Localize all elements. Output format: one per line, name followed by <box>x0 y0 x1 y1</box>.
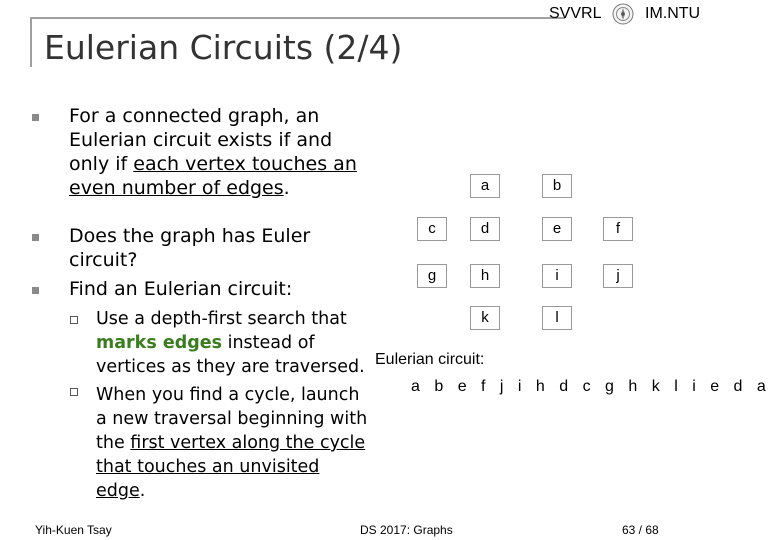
subbullet-1-line-2-post: instead of <box>222 333 315 353</box>
graph-node-e: e <box>542 217 572 241</box>
graph-node-d: d <box>470 217 500 241</box>
lab-name: SVVRL <box>549 5 602 22</box>
bullet-2 <box>69 224 310 272</box>
subbullet-1-line-2 <box>96 331 365 355</box>
bullet-1-line-3-pre: only if <box>69 153 134 175</box>
subbullet-2-line-3-pre: the <box>96 433 131 453</box>
graph-node-j: j <box>603 264 633 288</box>
graph-node-i: i <box>542 264 572 288</box>
subbullet-1-line-1: Use a depth-first search that <box>96 309 347 329</box>
graph-node-g: g <box>417 264 447 288</box>
subbullet-2-line-5 <box>96 479 367 503</box>
graph-node-l: l <box>542 306 572 330</box>
subbullet-1 <box>96 307 365 379</box>
header-rule <box>30 17 565 19</box>
bullet-1-line-3 <box>69 152 357 176</box>
subbullet-2-line-3 <box>96 431 367 455</box>
subbullet-2-line-4-underlined: that touches an unvisited <box>96 457 320 477</box>
subbullet-2-line-5-underlined: edge <box>96 481 140 501</box>
graph-node-f: f <box>603 217 633 241</box>
subbullet-1-line-3: vertices as they are traversed. <box>96 357 365 377</box>
bullet-marker <box>32 114 39 121</box>
bullet-1-line-4-post: . <box>283 177 290 199</box>
subbullet-2 <box>96 383 367 503</box>
graph-node-a: a <box>470 174 500 198</box>
subbullet-2-line-4 <box>96 455 367 479</box>
subbullet-1-highlight: marks edges <box>96 333 223 353</box>
bullet-2-line-2: circuit? <box>69 249 138 271</box>
bullet-3-line-1: Find an Eulerian circuit: <box>69 278 293 300</box>
subbullet-2-line-5-post: . <box>139 481 146 501</box>
bullet-marker <box>32 234 39 241</box>
bullet-3 <box>69 277 292 301</box>
bullet-1 <box>69 104 357 200</box>
graph-node-k: k <box>470 306 500 330</box>
euler-circuit-label: Eulerian circuit: <box>375 351 485 368</box>
ntu-seal-icon <box>612 3 634 25</box>
subbullet-marker <box>70 388 78 396</box>
footer-page-number: 63 / 68 <box>622 523 659 537</box>
graph-node-b: b <box>542 174 572 198</box>
dept-name: IM.NTU <box>645 5 701 22</box>
title-accent-bar <box>30 17 32 67</box>
subbullet-2-line-3-underlined: first vertex along the cycle <box>130 433 366 453</box>
bullet-1-line-3-underlined: each vertex touches an <box>133 153 357 175</box>
footer-author: Yih-Kuen Tsay <box>35 523 112 537</box>
graph-node-c: c <box>417 217 447 241</box>
bullet-1-line-1: For a connected graph, an <box>69 105 320 127</box>
page-title: Eulerian Circuits (2/4) <box>44 28 403 67</box>
bullet-marker <box>32 287 39 294</box>
subbullet-2-line-2: a new traversal beginning with <box>96 409 368 429</box>
subbullet-marker <box>70 316 78 324</box>
euler-circuit-sequence: a b e f j i h d c g h k l i e d a <box>411 378 771 395</box>
bullet-1-line-2: Eulerian circuit exists if and <box>69 129 333 151</box>
bullet-1-line-4-underlined: even number of edges <box>69 177 284 199</box>
bullet-1-line-4 <box>69 176 357 200</box>
subbullet-2-line-1: When you find a cycle, launch <box>96 385 360 405</box>
bullet-2-line-1: Does the graph has Euler <box>69 225 311 247</box>
graph-node-h: h <box>470 264 500 288</box>
footer-course: DS 2017: Graphs <box>360 523 453 537</box>
